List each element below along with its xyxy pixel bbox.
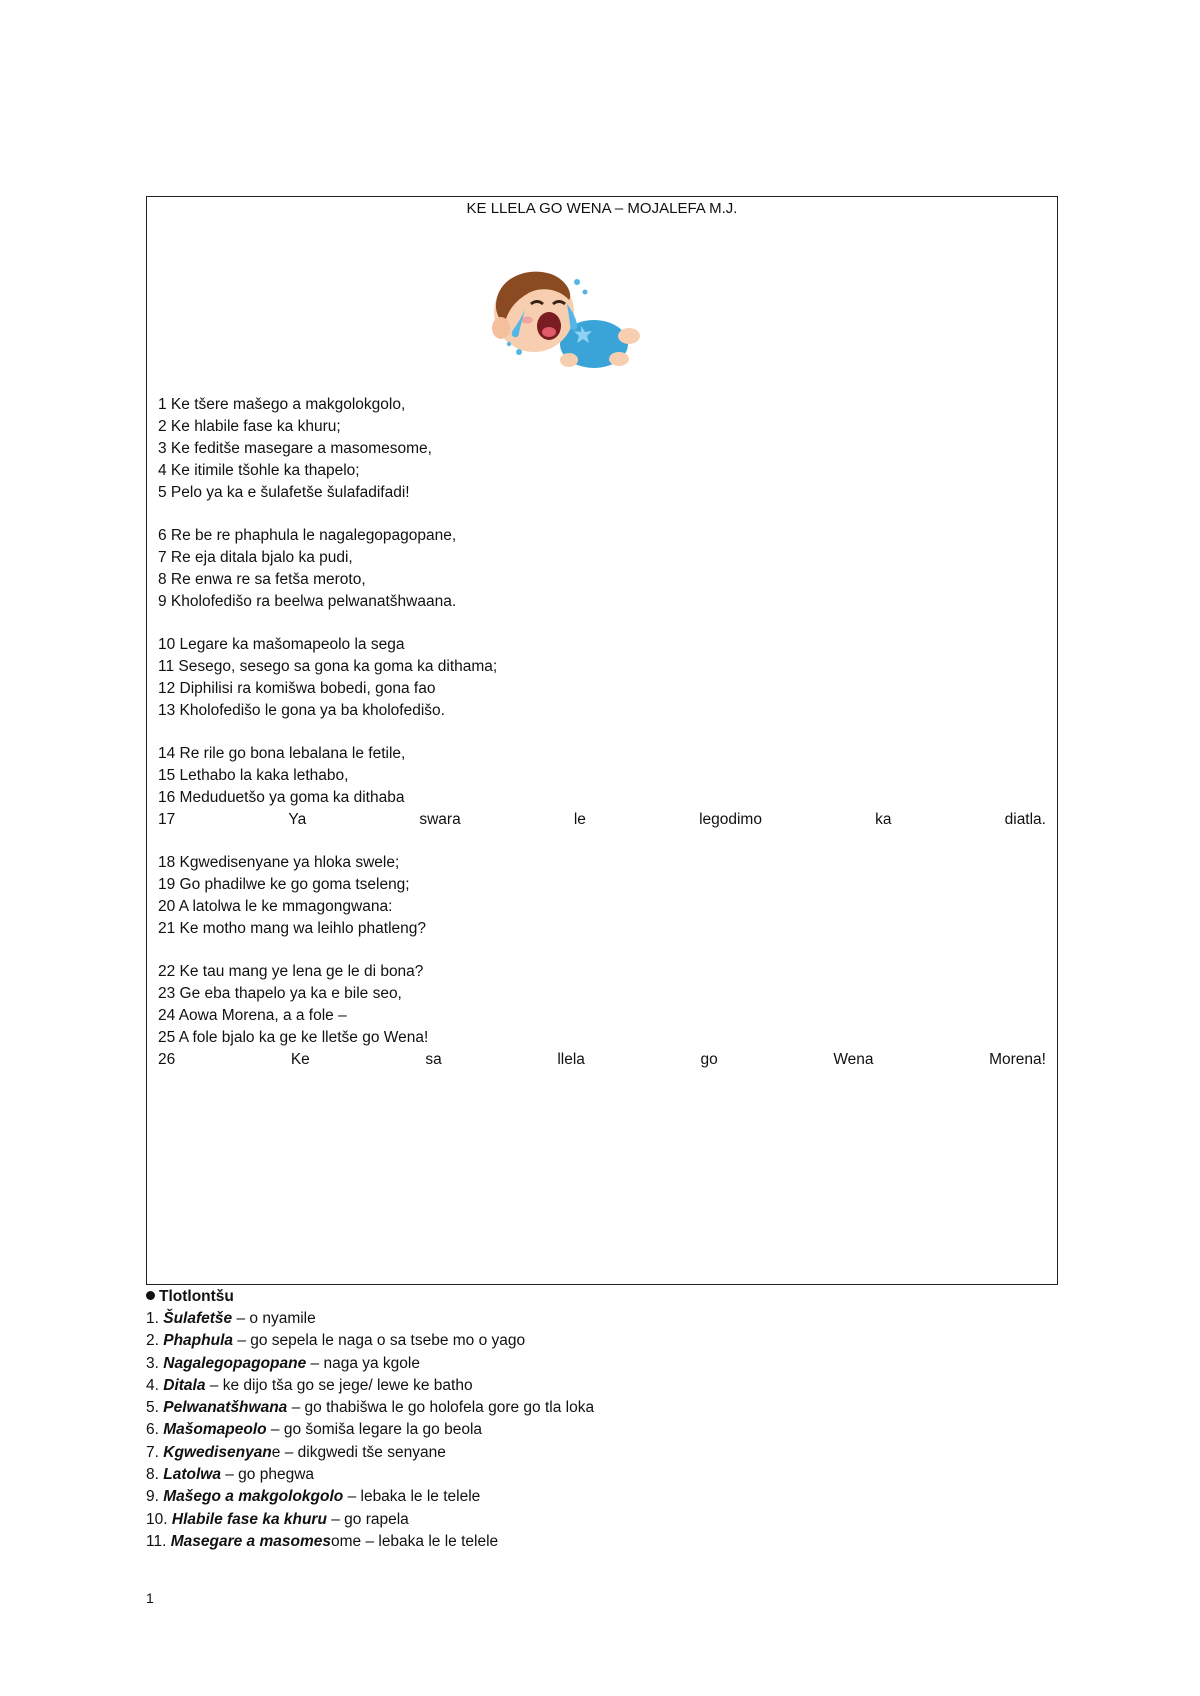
- bullet-icon: [146, 1291, 155, 1300]
- poem-line: 15 Lethabo la kaka lethabo,: [158, 767, 349, 784]
- poem-line: 9 Kholofedišo ra beelwa pelwanatšhwaana.: [158, 593, 457, 610]
- poem-word: diatla.: [1004, 811, 1046, 828]
- glossary-heading-text: Tlotlontšu: [159, 1288, 234, 1305]
- poem-stanza: [158, 852, 1046, 940]
- glossary-term: Pelwanatšhwana: [163, 1399, 288, 1417]
- glossary-item-number: 7.: [146, 1443, 159, 1461]
- glossary-definition: – o nyamile: [232, 1310, 316, 1327]
- glossary-term: Mašomapeolo: [163, 1421, 267, 1439]
- page-number: 1: [146, 1590, 154, 1606]
- glossary-item: [146, 1397, 1046, 1419]
- poem-line: 22 Ke tau mang ye lena ge le di bona?: [158, 963, 424, 980]
- poem-stanza: [158, 525, 1046, 613]
- poem-line: 14 Re rile go bona lebalana le fetile,: [158, 745, 406, 762]
- poem-line: 12 Diphilisi ra komišwa bobedi, gona fao: [158, 680, 436, 697]
- glossary-definition: – go sepela le naga o sa tsebe mo o yago: [233, 1332, 526, 1350]
- glossary-item: [146, 1419, 1046, 1441]
- glossary-list: [146, 1308, 1046, 1553]
- poem-stanza: [158, 634, 1046, 722]
- poem-word: go: [700, 1051, 718, 1068]
- baby-head: [492, 272, 574, 352]
- glossary-definition: ome – lebaka le le telele: [330, 1532, 499, 1550]
- poem-line: 20 A latolwa le ke mmagongwana:: [158, 898, 393, 915]
- glossary-term: Šulafetše: [163, 1310, 233, 1327]
- glossary-term: Masegare a masomes: [170, 1532, 331, 1550]
- glossary-item: [146, 1330, 1046, 1352]
- poem-stanza: [158, 743, 1046, 831]
- glossary-definition: – go thabišwa le go holofela gore go tla loka: [287, 1399, 595, 1417]
- glossary-heading: [146, 1285, 1046, 1308]
- poem-box: [146, 196, 1058, 1285]
- glossary-term: Ditala: [163, 1376, 206, 1394]
- glossary-item: [146, 1509, 1046, 1531]
- poem-word: Ya: [288, 811, 307, 828]
- poem-line: 19 Go phadilwe ke go goma tseleng;: [158, 876, 410, 893]
- poem-line: 10 Legare ka mašomapeolo la sega: [158, 636, 405, 653]
- poem-line: 18 Kgwedisenyane ya hloka swele;: [158, 854, 400, 871]
- poem-word: 17: [158, 811, 176, 828]
- poem-line: 3 Ke feditše masegare a masomesome,: [158, 440, 432, 457]
- poem-word: Morena!: [989, 1051, 1046, 1068]
- glossary-item-number: 11.: [146, 1532, 167, 1550]
- poem-word: 26: [158, 1051, 176, 1068]
- poem-word: sa: [425, 1051, 442, 1068]
- glossary-term: Kgwedisenyan: [163, 1443, 272, 1461]
- poem-line: 11 Sesego, sesego sa gona ka goma ka dithama;: [158, 658, 498, 675]
- glossary-item-number: 1.: [146, 1310, 159, 1327]
- glossary-definition: e – dikgwedi tše senyane: [271, 1443, 446, 1461]
- glossary-term: Hlabile fase ka khuru: [171, 1510, 327, 1528]
- glossary-item: [146, 1375, 1046, 1397]
- glossary-item-number: 10.: [146, 1510, 168, 1528]
- poem-line: 16 Meduduetšo ya goma ka dithaba: [158, 789, 405, 806]
- glossary-definition: – lebaka le le telele: [343, 1488, 481, 1506]
- poem-line: 8 Re enwa re sa fetša meroto,: [158, 571, 366, 588]
- poem-word: Wena: [833, 1051, 874, 1068]
- poem-line: 24 Aowa Morena, a a fole –: [158, 1007, 347, 1024]
- poem-word: legodimo: [699, 811, 762, 828]
- glossary-item: [146, 1308, 1046, 1330]
- glossary-definition: – naga ya kgole: [306, 1354, 420, 1372]
- glossary-item-number: 2.: [146, 1332, 159, 1350]
- glossary-item: [146, 1353, 1046, 1375]
- glossary-item-number: 6.: [146, 1421, 159, 1439]
- poem-stanza: [158, 961, 1046, 1071]
- glossary-item-number: 4.: [146, 1376, 159, 1394]
- glossary-term: Mašego a makgolokgolo: [163, 1488, 344, 1506]
- glossary-item: [146, 1464, 1046, 1486]
- glossary-definition: – go šomiša legare la go beola: [266, 1421, 483, 1439]
- poem-word: le: [573, 811, 586, 828]
- glossary-item: [146, 1442, 1046, 1464]
- glossary-term: Latolwa: [163, 1466, 221, 1484]
- poem-stanzas: [158, 394, 1046, 1092]
- poem-line: 1 Ke tšere mašego a makgolokgolo,: [158, 396, 406, 413]
- poem-line: 2 Ke hlabile fase ka khuru;: [158, 418, 341, 435]
- glossary-definition: – ke dijo tša go se jege/ lewe ke batho: [205, 1376, 473, 1394]
- poem-line: 23 Ge eba thapelo ya ka e bile seo,: [158, 985, 402, 1002]
- poem-stanza: [158, 394, 1046, 504]
- poem-line: 25 A fole bjalo ka ge ke lletše go Wena!: [158, 1029, 429, 1046]
- glossary-definition: – go phegwa: [220, 1466, 315, 1484]
- poem-line: [158, 809, 1046, 831]
- glossary-term: Phaphula: [163, 1332, 234, 1350]
- glossary-item: [146, 1531, 1046, 1553]
- poem-line: 7 Re eja ditala bjalo ka pudi,: [158, 549, 353, 566]
- poem-line: [158, 1049, 1046, 1071]
- glossary-item-number: 8.: [146, 1466, 159, 1484]
- poem-line: 21 Ke motho mang wa leihlo phatleng?: [158, 920, 426, 937]
- glossary-item-number: 5.: [146, 1399, 159, 1417]
- poem-word: Ke: [290, 1051, 310, 1068]
- glossary-definition: – go rapela: [326, 1510, 409, 1528]
- glossary-item: [146, 1486, 1046, 1508]
- poem-word: llela: [557, 1051, 585, 1068]
- glossary-item-number: 9.: [146, 1488, 159, 1506]
- poem-word: ka: [875, 811, 892, 828]
- crying-baby-illustration: [469, 264, 649, 376]
- glossary-term: Nagalegopagopane: [163, 1354, 307, 1372]
- glossary-item-number: 3.: [146, 1354, 159, 1372]
- poem-title: KE LLELA GO WENA – MOJALEFA M.J.: [466, 200, 738, 217]
- glossary: [146, 1285, 1046, 1553]
- poem-word: swara: [419, 811, 461, 828]
- poem-line: 4 Ke itimile tšohle ka thapelo;: [158, 462, 360, 479]
- poem-line: 5 Pelo ya ka e šulafetše šulafadifadi!: [158, 484, 410, 501]
- poem-line: 6 Re be re phaphula le nagalegopagopane,: [158, 527, 457, 544]
- poem-line: 13 Kholofedišo le gona ya ba kholofedišo.: [158, 702, 445, 719]
